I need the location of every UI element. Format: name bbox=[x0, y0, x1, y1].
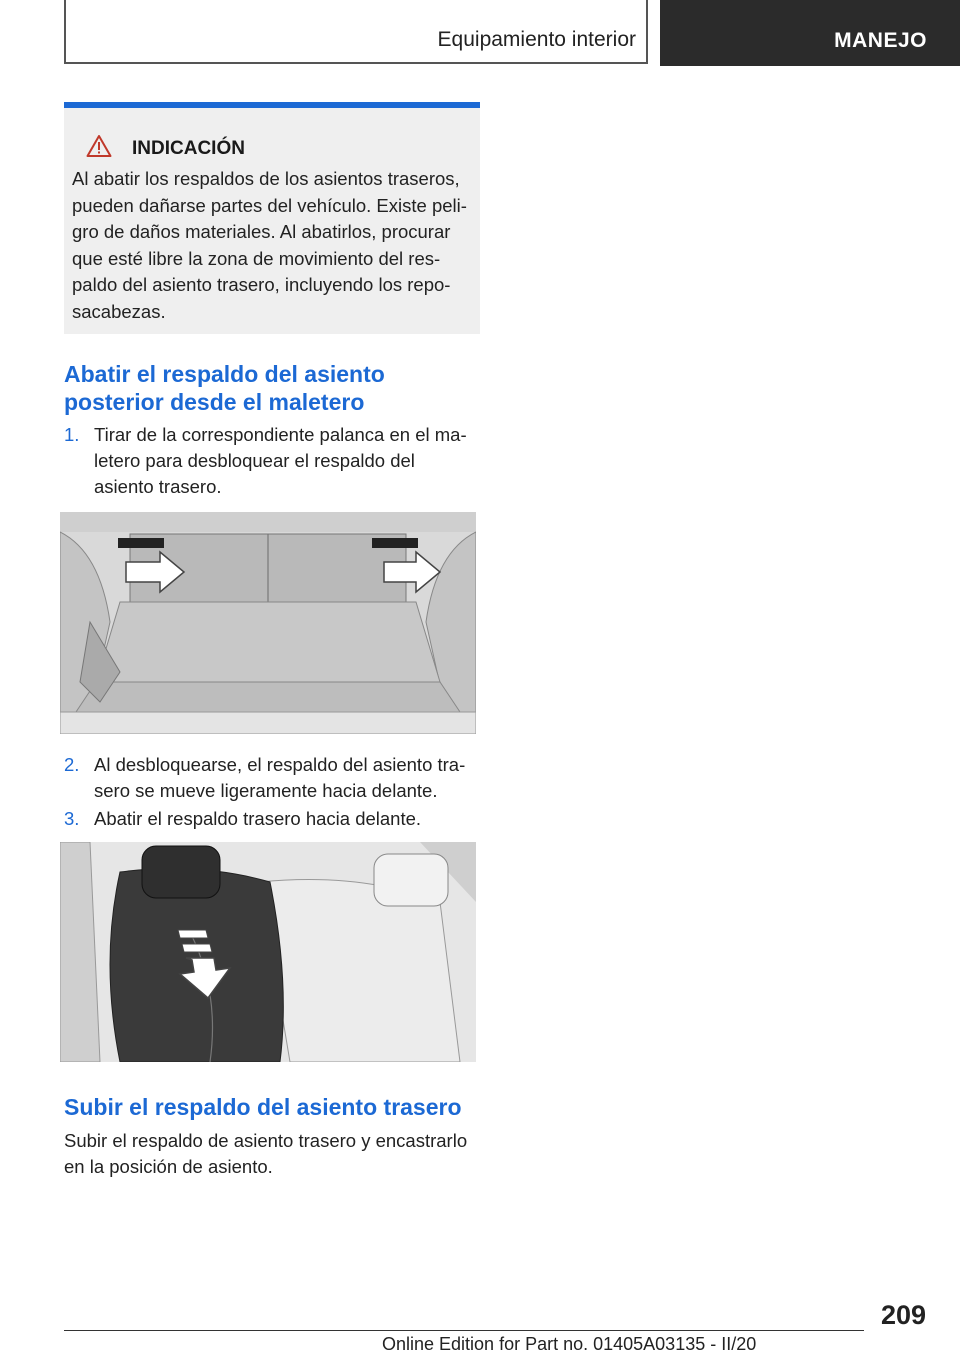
section-heading-raise-backrest: Subir el respaldo del asiento trasero bbox=[64, 1094, 462, 1120]
notice-box bbox=[64, 102, 480, 334]
body-line: Subir el respaldo de asiento trasero y encastrarlo bbox=[64, 1130, 468, 1151]
step-text bbox=[94, 806, 494, 832]
step-number: 3. bbox=[64, 808, 80, 829]
step-text bbox=[94, 422, 494, 500]
notice-line: pueden dañarse partes del vehículo. Existe peli‐ bbox=[72, 194, 467, 216]
trunk-illustration bbox=[60, 512, 476, 734]
chapter-tab bbox=[660, 0, 960, 66]
rear-seat-drawing bbox=[60, 842, 476, 1062]
notice-line: que esté libre la zona de movimiento del res‐ bbox=[72, 247, 441, 269]
step-text bbox=[94, 752, 494, 804]
trunk-drawing bbox=[60, 512, 476, 734]
body-line: en la posición de asiento. bbox=[64, 1156, 273, 1177]
step-line: Tirar de la correspondiente palanca en el ma‐ bbox=[94, 424, 467, 445]
heading-line: posterior desde el maletero bbox=[64, 389, 365, 415]
chapter-label: MANEJO bbox=[834, 29, 927, 52]
heading-line: Abatir el respaldo del asiento bbox=[64, 361, 385, 387]
raise-backrest-text bbox=[64, 1128, 484, 1180]
page-number: 209 bbox=[880, 1300, 926, 1330]
warning-triangle-icon bbox=[86, 134, 112, 158]
step-number: 1. bbox=[64, 424, 80, 445]
header-section-box bbox=[64, 0, 648, 64]
step-line: Abatir el respaldo trasero hacia delante. bbox=[94, 808, 422, 829]
edition-text: Online Edition for Part no. 01405A03135 - II/20 bbox=[382, 1334, 757, 1354]
section-heading-fold-from-trunk bbox=[64, 360, 385, 416]
notice-text bbox=[72, 166, 476, 325]
rear-seat-illustration bbox=[60, 842, 476, 1062]
notice-line: paldo del asiento trasero, incluyendo los repo‐ bbox=[72, 274, 451, 295]
notice-title: INDICACIÓN bbox=[132, 138, 245, 159]
step-line: Al desbloquearse, el respaldo del asiento tra‐ bbox=[94, 754, 466, 775]
step-line: sero se mueve ligeramente hacia delante. bbox=[94, 780, 438, 801]
notice-line: sacabezas. bbox=[72, 300, 166, 322]
step-line: asiento trasero. bbox=[94, 476, 222, 497]
notice-line: gro de daños materiales. Al abatirlos, procurar bbox=[72, 221, 451, 242]
step-number: 2. bbox=[64, 754, 80, 775]
step-line: letero para desbloquear el respaldo del bbox=[94, 450, 415, 471]
notice-line: Al abatir los respaldos de los asientos traseros, bbox=[72, 168, 460, 189]
footer-divider bbox=[64, 1330, 864, 1331]
section-title: Equipamiento interior bbox=[437, 28, 636, 51]
